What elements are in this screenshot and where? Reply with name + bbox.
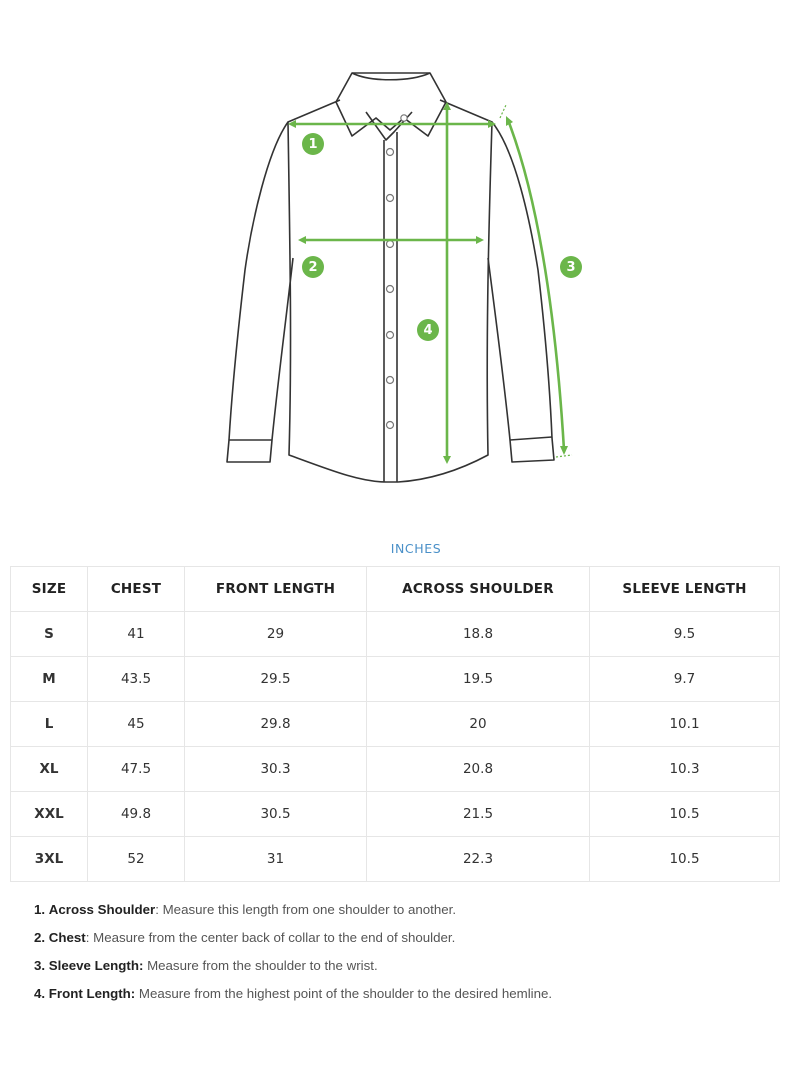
note-text: Measure from the highest point of the shoulder to the desired hemline. — [135, 986, 553, 1001]
sleeve-length-cell: 10.3 — [590, 747, 780, 792]
size-cell: XL — [11, 747, 88, 792]
size-cell: 3XL — [11, 837, 88, 882]
note-term: Sleeve Length: — [48, 958, 144, 973]
note-text: Measure this length from one shoulder to another. — [158, 902, 457, 917]
front-length-cell: 31 — [185, 837, 367, 882]
sleeve-length-cell: 10.5 — [590, 792, 780, 837]
across-shoulder-cell: 20.8 — [367, 747, 590, 792]
across-shoulder-cell: 22.3 — [367, 837, 590, 882]
sleeve-length-cell: 10.1 — [590, 702, 780, 747]
units-label: INCHES — [390, 541, 442, 556]
header-size: SIZE — [11, 567, 88, 612]
note-term: Across Shoulder — [48, 902, 156, 917]
size-cell: XXL — [11, 792, 88, 837]
header-sleeve-length: SLEEVE LENGTH — [590, 567, 780, 612]
table-row — [11, 792, 780, 837]
marker-1-badge: 1 — [302, 133, 324, 155]
marker-4-badge: 4 — [417, 319, 439, 341]
size-cell: M — [11, 657, 88, 702]
size-chart-table — [10, 566, 780, 882]
shirt-outline-icon — [0, 0, 792, 500]
sleeve-length-cell: 9.5 — [590, 612, 780, 657]
table-row — [11, 657, 780, 702]
chest-cell: 45 — [88, 702, 185, 747]
table-row — [11, 747, 780, 792]
header-front-length: FRONT LENGTH — [185, 567, 367, 612]
chest-cell: 41 — [88, 612, 185, 657]
note-item — [34, 984, 552, 1012]
size-cell: L — [11, 702, 88, 747]
chest-cell: 52 — [88, 837, 185, 882]
table-row — [11, 837, 780, 882]
front-length-cell: 29.8 — [185, 702, 367, 747]
shirt-measurement-diagram — [0, 0, 792, 500]
front-length-cell: 30.3 — [185, 747, 367, 792]
chest-cell: 47.5 — [88, 747, 185, 792]
front-length-cell: 29 — [185, 612, 367, 657]
note-number: 4. — [34, 986, 46, 1001]
note-term: Chest — [48, 930, 86, 945]
size-cell: S — [11, 612, 88, 657]
header-across-shoulder: ACROSS SHOULDER — [367, 567, 590, 612]
note-text: Measure from the shoulder to the wrist. — [143, 958, 378, 973]
note-term: Front Length: — [48, 986, 136, 1001]
chest-cell: 43.5 — [88, 657, 185, 702]
note-number: 3. — [34, 958, 46, 973]
note-item — [34, 900, 552, 928]
across-shoulder-cell: 21.5 — [367, 792, 590, 837]
sleeve-length-cell: 9.7 — [590, 657, 780, 702]
note-separator: : — [85, 930, 90, 945]
header-chest: CHEST — [88, 567, 185, 612]
across-shoulder-cell: 20 — [367, 702, 590, 747]
measurement-notes-list — [34, 900, 552, 1012]
note-text: Measure from the center back of collar to the end of shoulder. — [89, 930, 456, 945]
table-row — [11, 612, 780, 657]
marker-2-badge: 2 — [302, 256, 324, 278]
front-length-cell: 29.5 — [185, 657, 367, 702]
across-shoulder-cell: 18.8 — [367, 612, 590, 657]
front-length-cell: 30.5 — [185, 792, 367, 837]
note-separator: : — [155, 902, 159, 917]
table-row — [11, 702, 780, 747]
note-number: 2. — [34, 930, 46, 945]
table-header-row — [11, 567, 780, 612]
note-item — [34, 928, 552, 956]
sleeve-length-cell: 10.5 — [590, 837, 780, 882]
chest-cell: 49.8 — [88, 792, 185, 837]
note-item — [34, 956, 552, 984]
marker-3-badge: 3 — [560, 256, 582, 278]
across-shoulder-cell: 19.5 — [367, 657, 590, 702]
note-number: 1. — [34, 902, 46, 917]
